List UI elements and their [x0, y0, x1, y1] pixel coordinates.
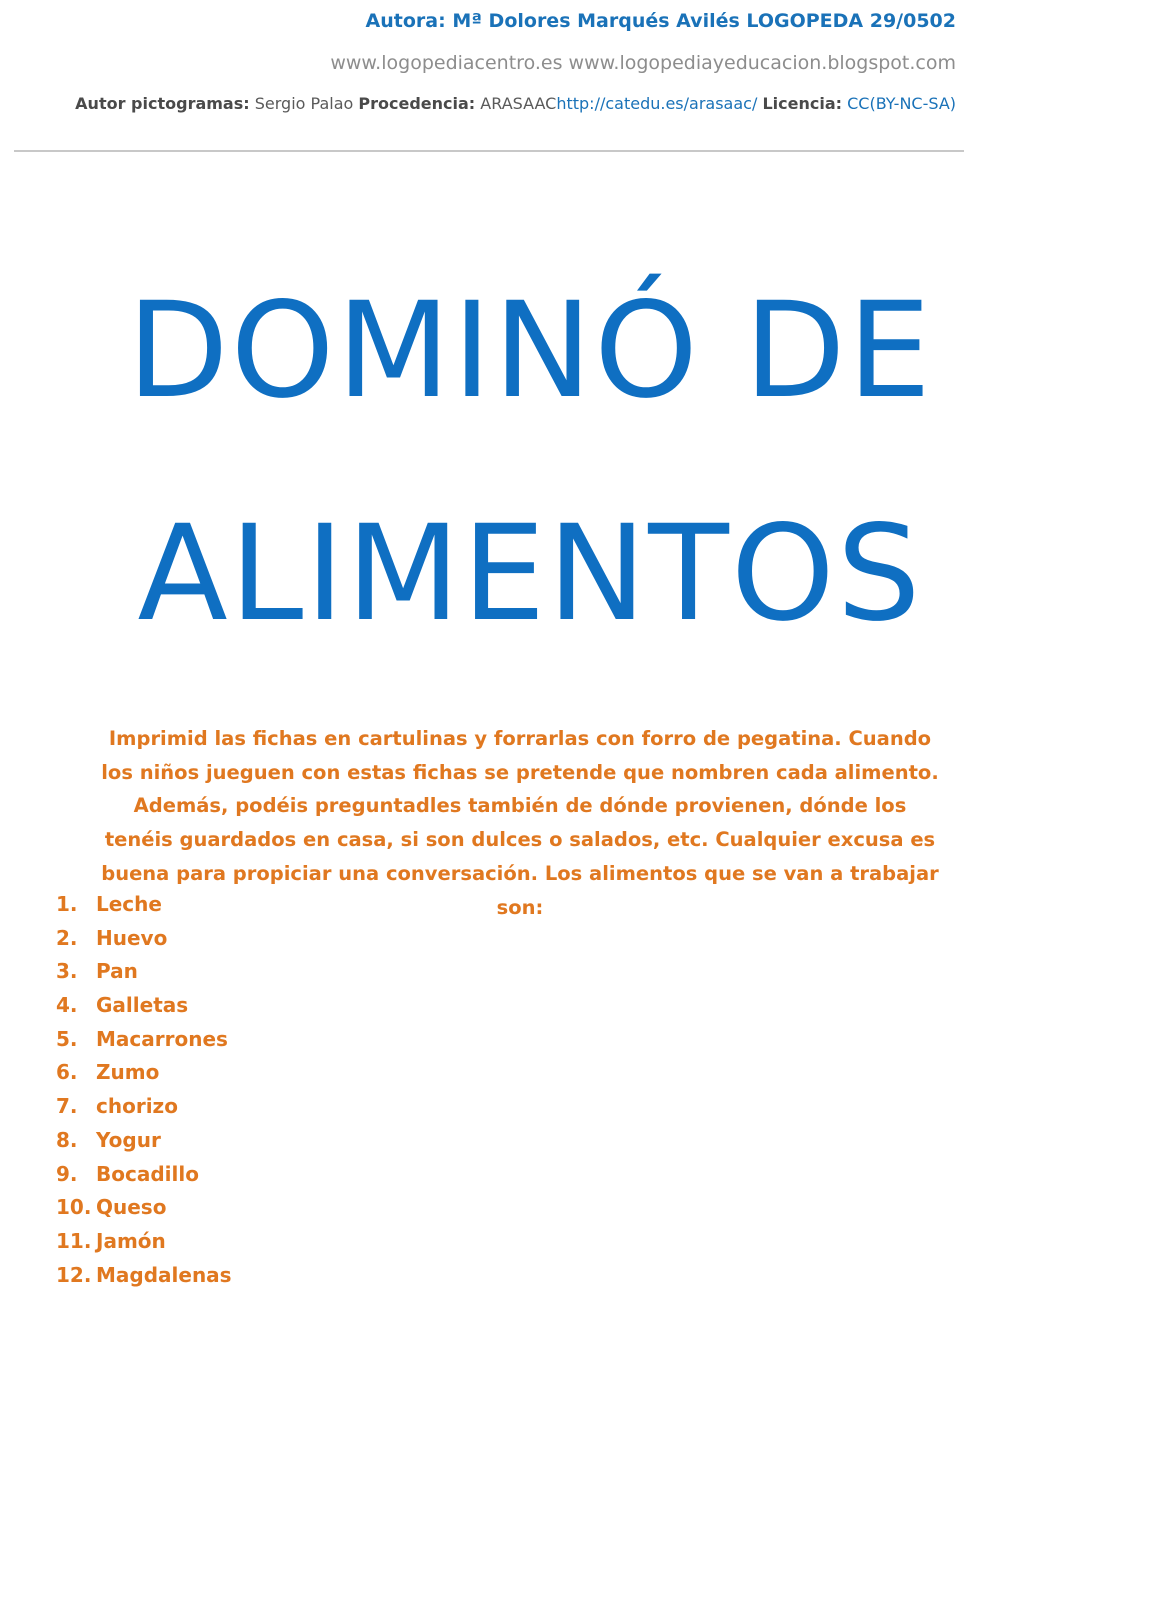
license-label: Licencia: [762, 94, 843, 113]
list-item [56, 955, 232, 989]
list-item-number: 10. [56, 1195, 92, 1220]
document-header [14, 0, 964, 152]
list-item [56, 1259, 232, 1293]
list-item-number: 3. [56, 959, 78, 984]
list-item-number: 6. [56, 1060, 78, 1085]
list-item [56, 1191, 232, 1225]
list-item-number: 2. [56, 925, 78, 950]
list-item-number: 12. [56, 1262, 92, 1287]
list-item-number: 1. [56, 892, 78, 916]
source-label: Procedencia: [358, 94, 476, 113]
list-item-label: Jamón [96, 1228, 166, 1253]
list-item [56, 1158, 232, 1192]
document-title-line-2: ALIMENTOS [137, 497, 923, 651]
list-item-label: Galletas [96, 993, 189, 1018]
author-name: Mª Dolores Marqués Avilés LOGOPEDA 29/0502 [452, 10, 956, 32]
list-item-label: chorizo [96, 1094, 178, 1119]
list-item-number: 11. [56, 1228, 92, 1253]
list-item-label: Queso [96, 1195, 167, 1220]
source-name: ARASAAC [480, 94, 557, 113]
list-item-number: 7. [56, 1094, 78, 1119]
author-label: Autora: [365, 10, 446, 32]
list-item-label: Magdalenas [96, 1262, 232, 1287]
document-title-line-1: DOMINÓ DE [126, 274, 933, 428]
list-item-label: Macarrones [96, 1026, 228, 1051]
pictograms-author: Sergio Palao [254, 94, 354, 113]
list-item-number: 4. [56, 993, 78, 1018]
list-item [56, 1056, 232, 1090]
license-value: CC(BY-NC-SA) [847, 94, 956, 113]
credits-line [75, 94, 956, 113]
list-item-label: Zumo [96, 1060, 160, 1085]
list-item-label: Yogur [96, 1127, 161, 1152]
list-item-label: Leche [96, 892, 162, 916]
list-item [56, 1023, 232, 1057]
list-item [56, 888, 232, 922]
source-link[interactable]: http://catedu.es/arasaac/ [556, 94, 758, 113]
pictograms-label: Autor pictogramas: [75, 94, 250, 113]
list-item [56, 1090, 232, 1124]
list-item [56, 989, 232, 1023]
list-item-label: Huevo [96, 925, 168, 950]
websites-line: www.logopediacentro.es www.logopediayeducacion.blogspot.com [330, 52, 956, 74]
author-line [366, 10, 956, 32]
list-item [56, 1124, 232, 1158]
list-item-number: 8. [56, 1127, 78, 1152]
list-item-label: Bocadillo [96, 1161, 199, 1186]
instructions-paragraph: Imprimid las fichas en cartulinas y forrarlas con forro de pegatina. Cuando los niños jueguen con estas fichas se pretende que nombren cada alimento. Además, podéis preguntadles también de dónde provienen, dónde los tenéis guardados en casa, si son dulces o salados, etc. Cualquier excusa es buena para propiciar una conversación. Los alimentos que se van a trabajar son: [101, 727, 939, 919]
list-item-label: Pan [96, 959, 138, 984]
list-item-number: 9. [56, 1161, 78, 1186]
list-item-number: 5. [56, 1026, 78, 1051]
list-item [56, 922, 232, 956]
food-list [56, 888, 232, 1292]
list-item [56, 1225, 232, 1259]
